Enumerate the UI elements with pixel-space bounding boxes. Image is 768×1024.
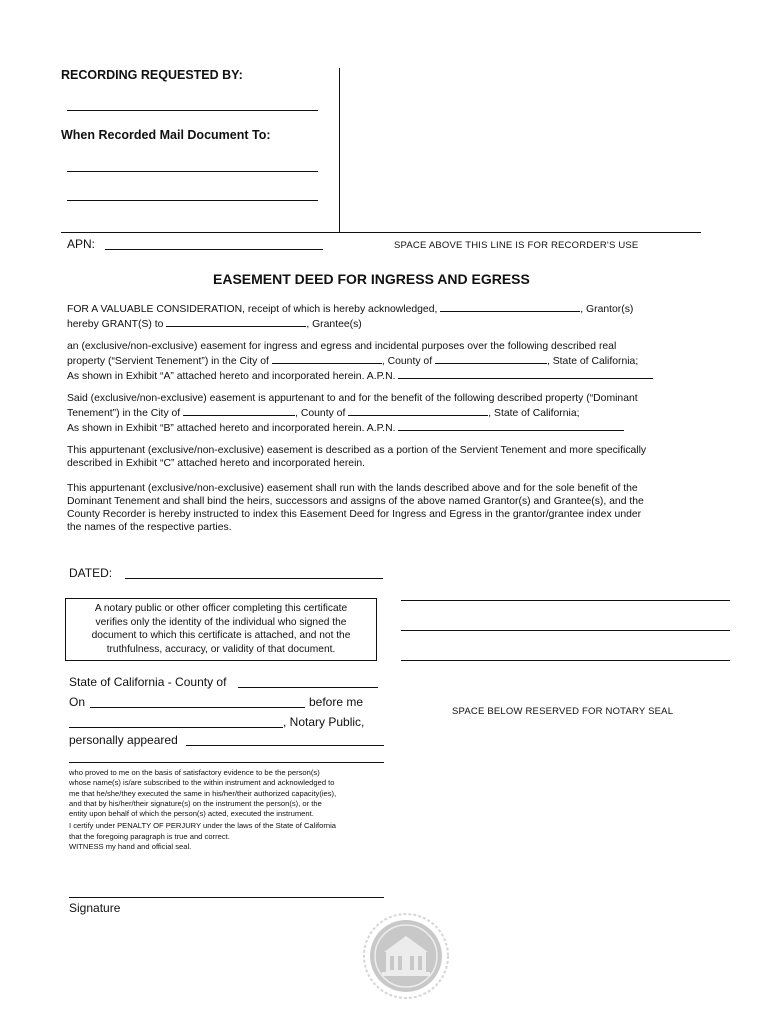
notary-box-line-4: truthfulness, accuracy, or validity of that document.: [106, 643, 336, 655]
paragraph-run-with-land: [67, 482, 712, 534]
recorder-space-line: [61, 232, 701, 233]
apn-field[interactable]: [105, 249, 323, 250]
county-field[interactable]: [238, 687, 378, 688]
p5-text-a: This appurtenant (exclusive/non-exclusive) easement shall run with the lands described above and for the sole benefit of the: [67, 483, 638, 494]
paragraph-dominant: [67, 392, 712, 435]
recorders-use-note: SPACE ABOVE THIS LINE IS FOR RECORDER'S USE: [394, 240, 639, 251]
mail-to-line-2[interactable]: [67, 200, 318, 201]
fine-print-line: that the foregoing paragraph is true and correct.: [69, 831, 230, 841]
grantor-signature-line-1[interactable]: [401, 600, 730, 601]
dominant-city-field[interactable]: [183, 405, 295, 416]
date-of-acknowledgment-field[interactable]: [90, 707, 305, 708]
recorder-divider: [339, 68, 340, 232]
fine-print-line: who proved to me on the basis of satisfactory evidence to be the person(s): [69, 768, 320, 777]
p1-text-c: hereby GRANT(S) to: [67, 319, 164, 330]
p3-text-a: Said (exclusive/non-exclusive) easement is appurtenant to and for the benefit of the following described property (“Dominant: [67, 393, 638, 404]
p3-text-b: Tenement”) in the City of: [67, 408, 181, 419]
acknowledgment-fine-print: [69, 768, 389, 852]
p3-text-c: , County of: [295, 408, 346, 419]
p5-text-b: Dominant Tenement and shall bind the heirs, successors and assigns of the above named Grantor(s) and Grantee(s), and the: [67, 496, 644, 507]
notary-public-label: , Notary Public,: [283, 715, 365, 729]
mail-to-line-1[interactable]: [67, 171, 318, 172]
notary-disclaimer-box: [65, 598, 377, 661]
notary-signature-line[interactable]: [69, 897, 384, 898]
document-title: EASEMENT DEED FOR INGRESS AND EGRESS: [213, 271, 530, 287]
p1-text-a: FOR A VALUABLE CONSIDERATION, receipt of which is hereby acknowledged,: [67, 304, 438, 315]
servient-city-field[interactable]: [272, 353, 382, 364]
p4-text-a: This appurtenant (exclusive/non-exclusive) easement is described as a portion of the Servient Tenement and more specifically: [67, 445, 647, 456]
dated-label: DATED:: [69, 566, 113, 580]
on-label: On: [69, 695, 86, 709]
personally-appeared-label: personally appeared: [69, 733, 178, 747]
paragraph-consideration: [67, 301, 712, 331]
building-seal-icon: [362, 912, 450, 1000]
p2-text-d: , State of California;: [546, 356, 639, 367]
dated-field[interactable]: [125, 578, 383, 579]
recording-requested-label: RECORDING REQUESTED BY:: [61, 68, 243, 82]
paragraph-servient: [67, 340, 712, 383]
grantee-field[interactable]: [166, 316, 306, 327]
p5-text-c: County Recorder is hereby instructed to index this Easement Deed for Ingress and Egress in the grantor/grantee index under: [67, 509, 642, 520]
fine-print-line: whose name(s) is/are subscribed to the within instrument and acknowledged to: [69, 778, 335, 788]
grantor-signature-line-3[interactable]: [401, 660, 730, 661]
fine-print-line: and that by his/her/their signature(s) on the instrument the person(s), or the: [69, 798, 322, 808]
appeared-name-field-2[interactable]: [69, 762, 384, 763]
fine-print-line: I certify under PENALTY OF PERJURY under the laws of the State of California: [69, 821, 337, 831]
p1-text-b: , Grantor(s): [580, 304, 634, 315]
p3-text-d: , State of California;: [488, 408, 580, 419]
fine-print-line: entity upon behalf of which the person(s) acted, executed the instrument.: [69, 809, 314, 819]
p1-text-d: , Grantee(s): [306, 319, 362, 330]
servient-apn-field[interactable]: [398, 368, 653, 379]
grantor-field[interactable]: [440, 301, 580, 312]
before-me-label: before me: [309, 695, 364, 709]
appeared-name-field[interactable]: [186, 745, 384, 746]
p3-text-e: As shown in Exhibit “B” attached hereto and incorporated herein. A.P.N.: [67, 423, 396, 434]
apn-label: APN:: [67, 237, 96, 251]
fine-print-line: me that he/she/they executed the same in his/her/their authorized capacity(ies),: [69, 788, 337, 798]
notary-box-line-2: verifies only the identity of the individual who signed the: [95, 616, 347, 628]
dominant-county-field[interactable]: [348, 405, 488, 416]
p2-text-e: As shown in Exhibit “A” attached hereto and incorporated herein. A.P.N.: [67, 371, 396, 382]
notary-name-field[interactable]: [69, 727, 283, 728]
paragraph-description: [67, 444, 712, 470]
notary-box-line-3: document to which this certificate is attached, and not the: [91, 630, 351, 641]
notary-seal-space-note: SPACE BELOW RESERVED FOR NOTARY SEAL: [452, 706, 674, 717]
p2-text-b: property (“Servient Tenement”) in the City of: [67, 356, 269, 367]
when-recorded-label: When Recorded Mail Document To:: [61, 128, 271, 142]
p2-text-a: an (exclusive/non-exclusive) easement for ingress and egress and incidental purposes over the following described real: [67, 341, 617, 352]
dominant-apn-field[interactable]: [398, 420, 624, 431]
p2-text-c: , County of: [381, 356, 433, 367]
fine-print-line: WITNESS my hand and official seal.: [69, 842, 192, 852]
p5-text-d: the names of the respective parties.: [67, 522, 232, 533]
signature-label: Signature: [69, 901, 121, 915]
grantor-signature-line-2[interactable]: [401, 630, 730, 631]
servient-county-field[interactable]: [435, 353, 547, 364]
p4-text-b: described in Exhibit “C” attached hereto and incorporated herein.: [67, 458, 366, 469]
state-county-label: State of California - County of: [69, 675, 227, 689]
recording-requested-line[interactable]: [67, 110, 318, 111]
notary-box-line-1: A notary public or other officer completing this certificate: [94, 603, 348, 614]
